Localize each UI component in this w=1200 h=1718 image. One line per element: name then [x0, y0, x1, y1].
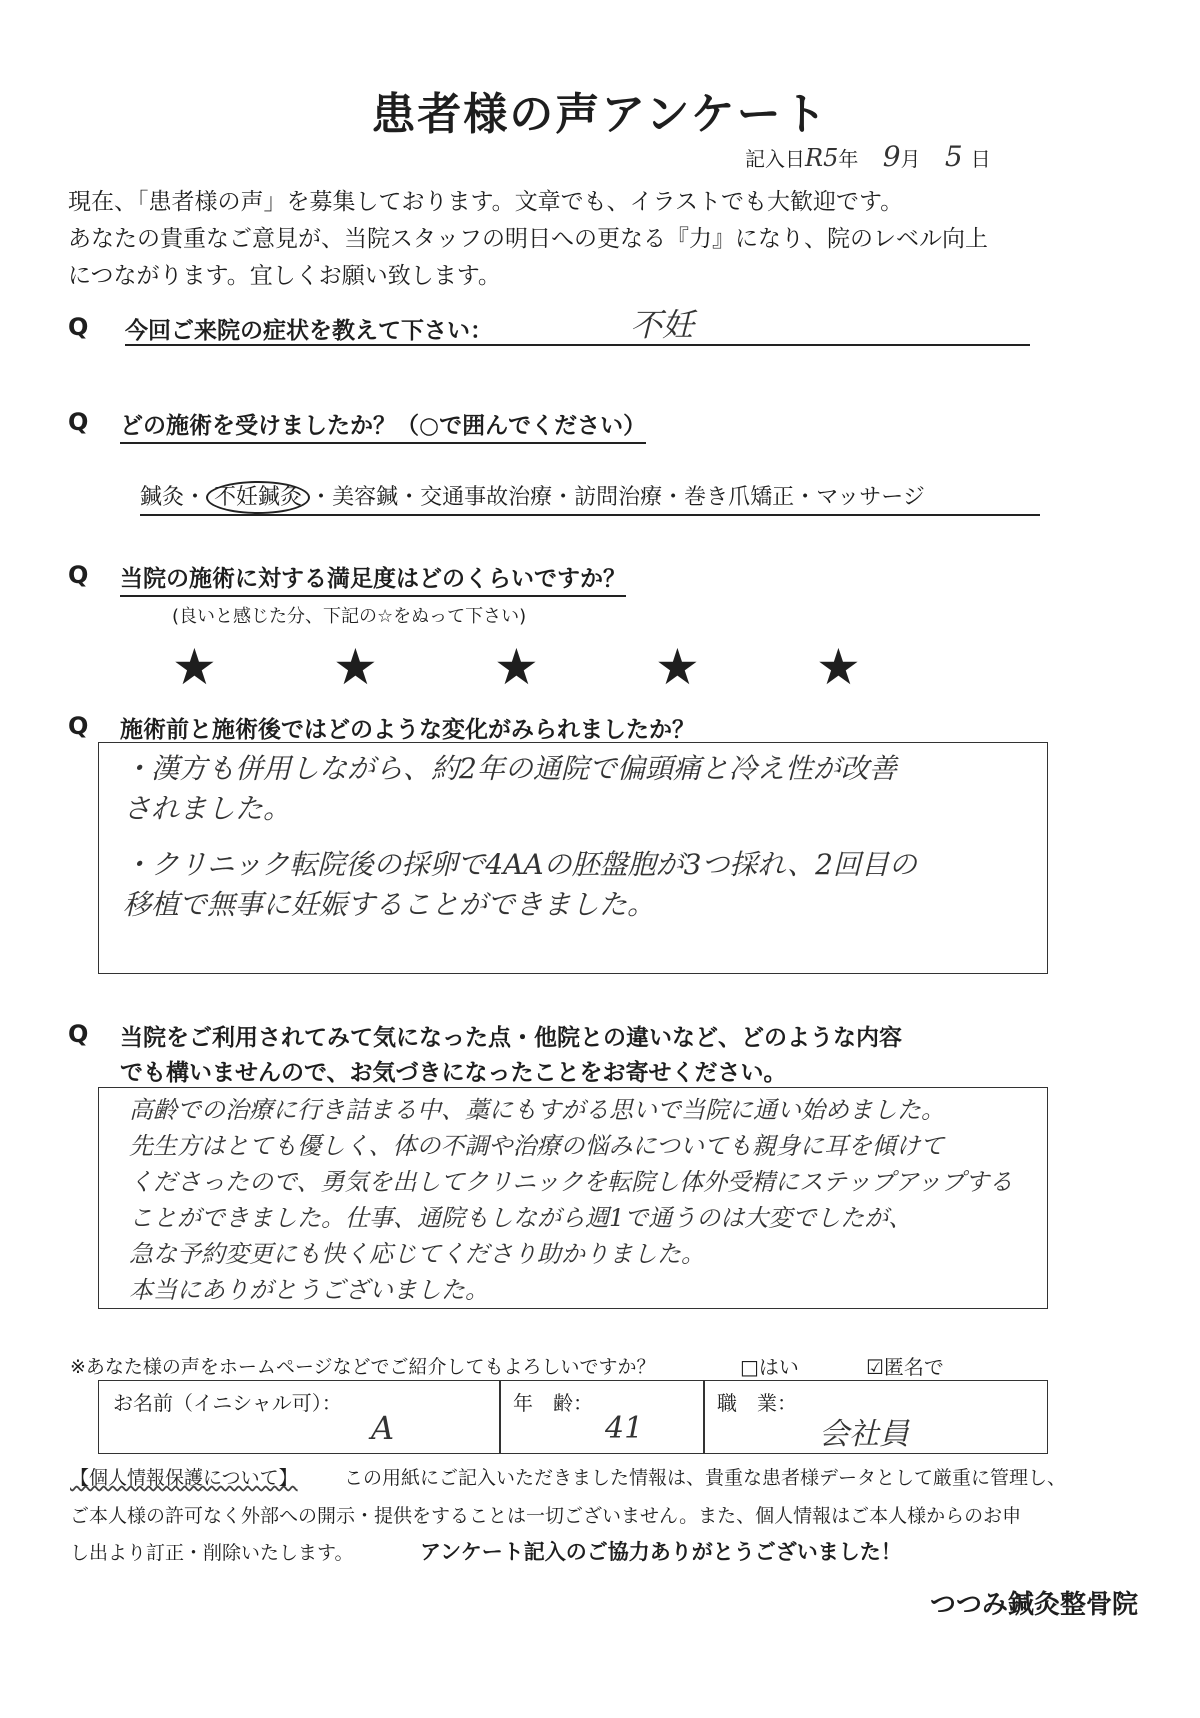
q4-answer-line-4: 移植で無事に妊娠することができました。 — [123, 888, 656, 921]
separator: ・ — [398, 485, 421, 510]
q5-answer-line-1: 高齢での治療に行き詰まる中、藁にもすがる思いで当院に通い始めました。 — [129, 1096, 945, 1124]
q5-answer-line-3: くださったので、勇気を出してクリニックを転院し体外受精にステップアップする — [129, 1168, 1013, 1196]
star-2: ★ — [333, 638, 378, 696]
q1-mark: Q — [68, 313, 89, 341]
divider — [703, 1381, 705, 1453]
page-title: 患者様の声アンケート — [371, 89, 829, 140]
q5-answer-line-6: 本当にありがとうございました。 — [129, 1276, 489, 1304]
q4-answer-line-2: されました。 — [123, 792, 292, 825]
q3-mark: Q — [68, 561, 89, 589]
age-label: 年 齢： — [513, 1391, 593, 1415]
thanks-message: アンケート記入のご協力ありがとうございました！ — [420, 1540, 902, 1564]
option-beauty: 美容鍼 — [332, 485, 399, 510]
name-value: A — [371, 1409, 395, 1447]
option-visit: 訪問治療 — [574, 485, 663, 510]
star-3: ★ — [494, 638, 539, 696]
separator: ・ — [552, 485, 575, 510]
q4-answer-line-3: ・クリニック転院後の採卵で4AAの胚盤胞が3つ採れ、2回目の — [123, 848, 917, 881]
q1-label: 今回ご来院の症状を教えて下さい： — [125, 318, 493, 344]
entry-date — [745, 140, 991, 173]
intro-line-1: 現在、「患者様の声」を募集しております。文章でも、イラストでも大歓迎です。 — [68, 189, 904, 215]
separator: ・ — [794, 485, 817, 510]
privacy-line-2: ご本人様の許可なく外部への開示・提供をすることは一切ございません。また、個人情報はご本人様からのお申 — [70, 1505, 1022, 1527]
intro-line-2: あなたの貴重なご意見が、当院スタッフの明日への更なる『力』になり、院のレベル向上 — [68, 226, 988, 252]
date-era: R5 — [805, 144, 839, 172]
q2-mark: Q — [68, 408, 89, 436]
q2-label: どの施術を受けましたか？（○で囲んでください） — [120, 407, 646, 444]
date-hi: 日 — [970, 147, 991, 171]
publish-question: ※あなた様の声をホームページなどでご紹介してもよろしいですか？ — [70, 1356, 656, 1378]
q5-answer-line-4: ことができました。仕事、通院もしながら週1で通うのは大変でしたが、 — [129, 1204, 913, 1232]
privacy-line-3: し出より訂正・削除いたします。 — [70, 1542, 354, 1564]
separator: ・ — [184, 485, 207, 510]
option-nail: 巻き爪矯正 — [684, 485, 795, 510]
q4-answer-box — [98, 742, 1048, 974]
star-1: ★ — [172, 638, 217, 696]
separator: ・ — [662, 485, 685, 510]
q5-label-line-2: でも構いませんので、お気づきになったことをお寄せください。 — [120, 1060, 787, 1086]
date-month: 9 — [882, 140, 901, 173]
privacy-line-1: この用紙にご記入いただきました情報は、貴重な患者様データとして厳重に管理し、 — [344, 1467, 1067, 1489]
option-massage: マッサージ — [816, 485, 925, 510]
q4-mark: Q — [68, 712, 89, 740]
q4-label: 施術前と施術後ではどのような変化がみられましたか？ — [120, 717, 695, 743]
publish-anonymous-checkbox[interactable]: ☑匿名で — [866, 1355, 944, 1379]
separator: ・ — [310, 485, 333, 510]
q2-options — [140, 480, 1040, 516]
age-value: 41 — [605, 1411, 644, 1446]
privacy-heading: 【個人情報保護について】 — [70, 1467, 298, 1489]
q1-line — [125, 306, 1030, 346]
date-tsuki: 月 — [900, 147, 921, 171]
star-5: ★ — [816, 638, 861, 696]
q1-answer: 不妊 — [630, 306, 695, 344]
clinic-name: つつみ鍼灸整骨院 — [930, 1590, 1139, 1620]
job-value: 会社員 — [819, 1417, 909, 1452]
name-label: お名前（イニシャル可）： — [113, 1391, 342, 1415]
profile-table — [98, 1380, 1048, 1454]
date-nen: 年 — [838, 147, 859, 171]
star-4: ★ — [655, 638, 700, 696]
q5-label-line-1: 当院をご利用されてみて気になった点・他院との違いなど、どのような内容 — [120, 1025, 902, 1051]
option-traffic: 交通事故治療 — [420, 485, 553, 510]
publish-yes-checkbox[interactable]: □はい — [740, 1355, 799, 1379]
date-day: 5 — [944, 140, 963, 173]
divider — [499, 1381, 501, 1453]
q5-answer-line-2: 先生方はとても優しく、体の不調や治療の悩みについても親身に耳を傾けて — [129, 1132, 945, 1160]
q3-label: 当院の施術に対する満足度はどのくらいですか？ — [120, 560, 626, 597]
intro-line-3: につながります。宜しくお願い致します。 — [68, 263, 501, 289]
q4-answer-line-1: ・漢方も併用しながら、約2年の通院で偏頭痛と冷え性が改善 — [123, 752, 897, 785]
q5-mark: Q — [68, 1020, 89, 1048]
date-label: 記入日 — [745, 147, 805, 171]
q3-note: (良いと感じた分、下記の☆をぬって下さい) — [172, 606, 527, 627]
q5-answer-box — [98, 1087, 1048, 1309]
job-label: 職 業： — [717, 1391, 797, 1415]
q5-answer-line-5: 急な予約変更にも快く応じてくださり助かりました。 — [129, 1240, 705, 1268]
option-acupuncture: 鍼灸 — [140, 485, 185, 510]
option-fertility-acupuncture-circled: 不妊鍼灸 — [206, 481, 310, 514]
